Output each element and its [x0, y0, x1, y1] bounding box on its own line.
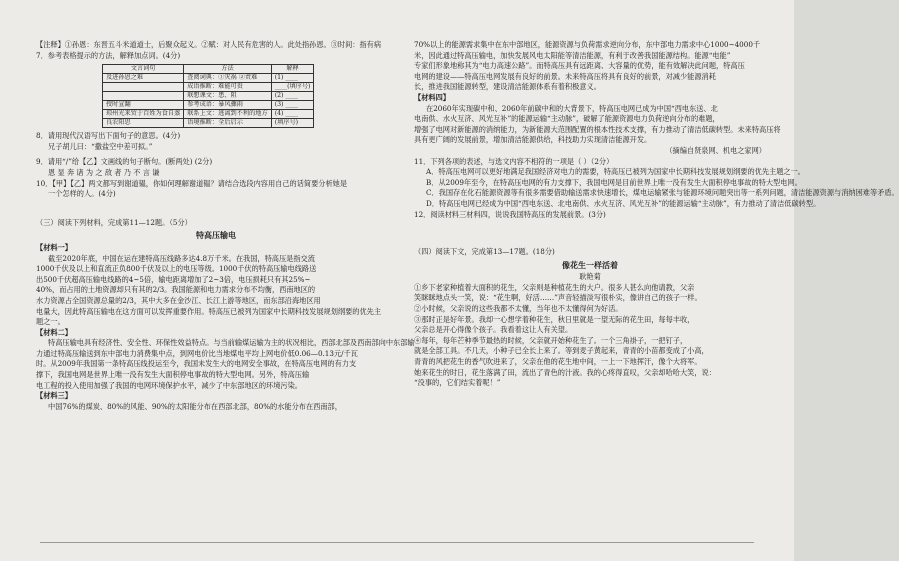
material-1-line: 出500千伏超高压输电线路的4~5倍，输电距离增加了2~3倍，电压损耗只有其25%~ [36, 274, 311, 284]
table-cell: ____(填序号) [271, 83, 314, 92]
table-header: 解释 [271, 65, 314, 74]
table-cell: 查阅词典：①灾祸 ②责难 [184, 74, 271, 83]
material-3-cont-line: 长，推进我国能源转型，建设清洁能源体系有着积极意义。 [414, 82, 601, 92]
question-10: 10．【甲】【乙】两文都写到谢道韫，你如何理解谢道韫？请结合选段内容用自己的话简要分析她是 [36, 178, 348, 188]
material-3-cont-line: 专家们形象地称其为“电力高速公路”。而特高压具有远距离、大容量的优势，能有效解决此问题，特高压 [414, 61, 745, 71]
material-2-line: 力通过特高压输送到东中部电力消费集中点，到网电价比当地煤电平均上网电价低0.06—0.13元/千瓦 [36, 348, 358, 358]
story-author: 耿艳菊 [579, 272, 601, 282]
material-3-cont-line: 70%以上的能源需求集中在东中部地区，能源资源与负荷需求逆向分布，东中部电力需求中心1000~4000千 [414, 40, 761, 49]
source-citation: （摘编自贤泉网、机电之家网） [665, 145, 766, 155]
table-cell: (1) ____ [271, 74, 314, 83]
right-column [414, 40, 899, 389]
material-1-line: 题之一。 [36, 317, 65, 327]
story-paragraph: 父亲总是开心得像个孩子。我看着这让人有关望。 [414, 325, 573, 335]
material-4-label: 【材料四】 [414, 92, 450, 102]
material-2-line: 电工程的投入使用加强了我国的电网环境保护水平，减少了中东部地区的环境污染。 [36, 380, 302, 390]
question-10-cont: 一个怎样的人。(4分) [48, 189, 116, 199]
left-column [36, 40, 415, 412]
table-header-row [103, 65, 314, 74]
material-4-line: 在2060年实现碳中和、2060年前碳中和的大背景下，特高压电网已成为中国“西电东送、北 [426, 103, 718, 113]
table-row [103, 92, 314, 101]
table-cell: 联系上文：逃离到不利的地方 [184, 110, 271, 119]
question-9: 9．请用“/”给【乙】文画线的句子断句。(断两处) (2分) [36, 157, 213, 167]
material-2-line: 时。从2009年我国第一条特高压线投运至今，我国未发生大的电网安全事故，在特高压电网的有力支 [36, 359, 357, 369]
material-2-line: 撑下，我国电网是世界上唯一没有发生大面积停电事故的特大型电网。另外，特高压输 [36, 370, 310, 380]
table-row [103, 83, 314, 92]
story-paragraph: ②小时候，父亲说的这些我都不太懂，当年也不太懂得何为好活。 [414, 304, 623, 314]
story-paragraph: 就是全部工具。不几天，小种子已全长上来了。等到麦子黄起来，青青的小苗都变成了小高， [414, 346, 709, 356]
story-paragraph: ③那时正是好年景。我却一心想学着种花生，秋日里就是一望无际的花生田，每每丰收， [414, 314, 695, 324]
table-cell: (3) ____ [271, 101, 314, 110]
table-cell: (2) ____ [271, 92, 314, 101]
method-table [102, 64, 314, 128]
table-cell: 联想课文：患、阻 [184, 92, 271, 101]
table-cell: (4) ____ [271, 110, 314, 119]
story-title: 像花生一样活着 [562, 259, 618, 270]
material-2-label: 【材料二】 [36, 327, 72, 337]
story-paragraph: “没事的，它们结实着呢！” [414, 378, 501, 388]
table-cell: (填序号) [271, 119, 314, 128]
question-11-option-a: A．特高压电网可以更好地满足我国经济对电力的需要，特高压已被列为国家中长期科技发展规划纲要的优先主题之一。 [426, 167, 805, 177]
table-cell: 授时宣翻 [103, 101, 184, 110]
material-3-label: 【材料三】 [36, 391, 72, 401]
material-4-line: 具有更广阔的发展前景，增加清洁能源供给，科技助力实现清洁能源开发。 [414, 135, 652, 145]
question-8: 8．请用现代汉语写出下面句子的意思。(4分) [36, 131, 181, 141]
table-cell: 琼州光来贸于百姓为食自蒸 [103, 110, 184, 119]
material-1-line: 电量大，因此特高压输电在这方面可以发挥重要作用。特高压已被列为国家中长期科技发展规划纲要的优先主 [36, 306, 382, 316]
story-paragraph: 青青的风把花生的香气吹进来了，父亲在他的花生地中间，一上一下地挥汗，像个大将军。 [414, 357, 702, 367]
table-cell: 参考成语：暴风骤雨 [184, 101, 271, 110]
question-12: 12．阅读材料三材料四，说说我国特高压的发展前景。(3分) [414, 209, 606, 219]
table-row [103, 101, 314, 110]
question-11: 11．下列各项的表述，与选文内容不相符的一项是（ ）（2分） [414, 156, 614, 166]
table-header: 方法 [184, 65, 271, 74]
story-paragraph: ①乡下老家种植着大面积的花生，父亲则是种植花生的大户。很多人甚么向他请教，父亲 [414, 282, 695, 292]
table-cell: 良农阳思 [103, 119, 184, 128]
section-3-heading: （三）阅读下列材料，完成第11—12题。（5分） [36, 217, 192, 227]
table-cell: 语境推断：全后启示 [184, 119, 271, 128]
material-1-line: 水力资源占全国资源总量的2/3，其中大多在金沙江、长江上游等地区，而东部沿海地区用 [36, 295, 321, 305]
material-1-label: 【材料一】 [36, 242, 72, 252]
question-11-option-c: C．我国存在化石能源资源等有很多需要借助输送需求快速增长，煤电运输紧张与能源环境问题突出等一系列问题，清洁能源资源与消纳困难等矛盾。 [426, 188, 899, 198]
annotation-note: 【注释】①孙恩：东晋五斗米道道士，后聚众起义。②赋：对人民有危害的人。此处指孙恩。③时间：指有病 [36, 40, 382, 49]
story-paragraph: ④每年，每年芒种季节最热的时候，父亲就开始种花生了。一个三角褂子，一把钉子， [414, 335, 688, 345]
material-1-line: 截至2020年底，中国在运在建特高压线路多达4.8万千米。在我国，特高压是指交流 [48, 253, 315, 263]
question-8-sentence: 兄子胡儿曰：“撒盐空中差可拟。” [48, 141, 153, 151]
question-11-option-d: D．特高压电网已经成为中国“西电东送、北电南供、水火互济、风光互补”的能源运输“主动脉”，有力推动了清洁低碳转型。 [426, 198, 821, 208]
passage-title: 特高压输电 [196, 230, 236, 241]
table-row [103, 74, 314, 83]
table-row [103, 110, 314, 119]
material-1-line: 40%，而占用的土地资源却只有其的2/3。我国能源和电力需求分布不均衡，西南地区的 [36, 285, 316, 295]
material-2-line: 特高压输电具有经济性、安全性、环保性效益特点。与当前输煤运输为主的状况相比，西部北部及西南部向中东部输 [48, 338, 415, 348]
material-3-line: 中国76%的煤炭、80%的风能、90%的太阳能分布在西部北部，80%的水能分布在西南部， [48, 401, 342, 411]
question-7: 7．参考表格提示的方法，解释加点词。(4分) [36, 50, 181, 60]
table-cell [103, 83, 184, 92]
table-cell [103, 92, 184, 101]
material-1-line: 1000千伏及以上和直流正负800千伏及以上的电压等级。1000千伏的特高压输电线路送 [36, 264, 317, 274]
table-header: 文言词句 [103, 65, 184, 74]
question-11-option-b: B．从2009年至今，在特高压电网的有力支撑下，我国电网是目前世界上唯一没有发生大面积停电事故的特大型电网。 [426, 177, 802, 187]
question-9-sentence: 恩 显 奔 诸 为 之 敌 者 乃 不 言 谦 [48, 167, 160, 177]
table-row [103, 119, 314, 128]
material-4-line: 电南供、水火互济、风光互补”的能源运输“主动脉”，破解了能源资源电力负荷逆向分布的难题， [414, 114, 720, 124]
table-cell: 及进孙恩之难 [103, 74, 184, 83]
material-3-cont-line: 电网的建设——特高压电网发展有良好的前景。未来特高压将具有良好的前景，对减少能源消耗 [414, 71, 716, 81]
material-3-cont-line: 米，因此通过特高压输电，加快发展风电太阳能等清洁能源，有利于改善我国能源结构。能源“电能” [414, 50, 731, 60]
bottom-divider [40, 542, 754, 543]
story-paragraph: 她来花生的时日，花生落满了田，流出了青色的汁液。我的心疼得直叹，父亲却哈哈大笑，说： [414, 367, 716, 377]
table-cell: 成语推断：难能可贵 [184, 83, 271, 92]
section-4-heading: （四）阅读下文，完成第13—17题。(18分) [414, 247, 555, 257]
material-4-line: 增强了电网对新能源的消纳能力，为新能源大范围配置的根本性技术支撑，有力推动了清洁低碳转型。未来特高压将 [414, 124, 781, 134]
story-paragraph: 笑眯眯地点头一笑，说：“花生啊，好活……”声音轻描淡写很朴实，像讲自己的孩子一样。 [414, 293, 702, 303]
